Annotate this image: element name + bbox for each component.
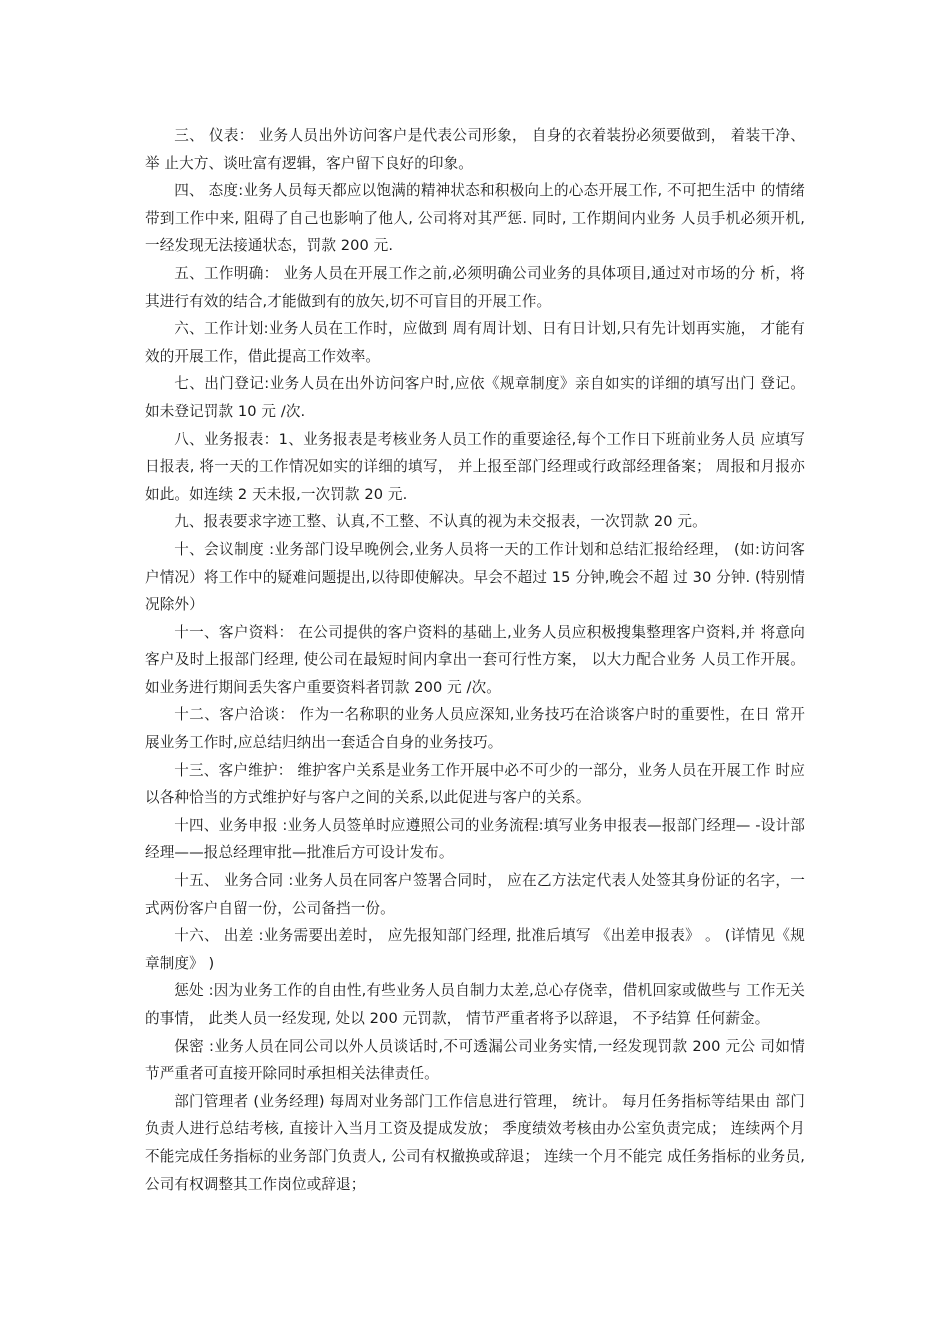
document-body <box>145 122 805 1198</box>
paragraph-customer-data: 十一、客户资料： 在公司提供的客户资料的基础上,业务人员应积极搜集整理客户资料,并 将意向客户及时上报部门经理, 使公司在最短时间内拿出一套可行性方案， 以大力配合业务 人员工作开展。如业务进行期间丢失客户重要资料者罚款 200 元 /次。 <box>145 623 805 696</box>
paragraph-business-application: 十四、业务申报 :业务人员签单时应遵照公司的业务流程:填写业务申报表—报部门经理— -设计部经理——报总经理审批—批准后方可设计发布。 <box>145 816 805 862</box>
paragraph-report-requirements: 九、报表要求字迹工整、认真,不工整、不认真的视为未交报表，一次罚款 20 元。 <box>174 513 707 531</box>
paragraph-appearance: 三、 仪表： 业务人员出外访问客户是代表公司形象， 自身的衣着装扮必须要做到， 着装干净、 举 止大方、谈吐富有逻辑，客户留下良好的印象。 <box>145 127 805 172</box>
paragraph-work-plan: 六、工作计划:业务人员在工作时，应做到 周有周计划、日有日计划,只有先计划再实施， 才能有效的开展工作，借此提高工作效率。 <box>145 320 805 365</box>
paragraph-business-contract: 十五、 业务合同 :业务人员在同客户签署合同时， 应在乙方法定代表人处签其身份证的名字，一式两份客户自留一份，公司备挡一份。 <box>145 872 805 917</box>
paragraph-customer-negotiation: 十二、客户洽谈： 作为一名称职的业务人员应深知,业务技巧在洽谈客户时的重要性，在日 常开展业务工作时,应总结归纳出一套适合自身的业务技巧。 <box>145 706 805 752</box>
paragraph-department-management: 部门管理者 (业务经理) 每周对业务部门工作信息进行管理， 统计。 每月任务指标等结果由 部门负责人进行总结考核, 直接计入当月工资及提成发放； 季度绩效考核由办公室负责完成； 连续两个月不能完成任务指标的业务部门负责人, 公司有权撤换或辞退； 连续一个月不能完 成任务指标的业务员,公司有权调整其工作岗位或辞退； <box>145 1092 805 1193</box>
paragraph-customer-maintenance: 十三、客户维护： 维护客户关系是业务工作开展中必不可少的一部分，业务人员在开展工作 时应以各种恰当的方式维护好与客户之间的关系,以此促进与客户的关系。 <box>145 761 805 807</box>
paragraph-work-clarity: 五、工作明确： 业务人员在开展工作之前,必须明确公司业务的具体项目,通过对市场的分 析，将其进行有效的结合,才能做到有的放矢,切不可盲目的开展工作。 <box>145 264 805 310</box>
paragraph-business-reports: 八、业务报表：1、业务报表是考核业务人员工作的重要途径,每个工作日下班前业务人员 应填写日报表, 将一天的工作情况如实的详细的填写， 并上报至部门经理或行政部经理备案； 周报和月报亦如此。如连续 2 天未报,一次罚款 20 元. <box>145 430 805 503</box>
paragraph-confidentiality: 保密 :业务人员在同公司以外人员谈话时,不可透漏公司业务实情,一经发现罚款 200 元公 司如情节严重者可直接开除同时承担相关法律责任。 <box>145 1037 805 1083</box>
paragraph-business-trip: 十六、 出差 :业务需要出差时， 应先报知部门经理, 批准后填写 《出差申报表》 。 (详情见《规 章制度》 ) <box>145 927 805 972</box>
paragraph-attitude: 四、 态度:业务人员每天都应以饱满的精神状态和积极向上的心态开展工作, 不可把生活中 的情绪带到工作中来, 阻碍了自己也影响了他人, 公司将对其严惩. 同时, 工作期间内业务 人员手机必须开机,一经发现无法接通状态，罚款 200 元. <box>145 182 805 255</box>
paragraph-punishment: 惩处 :因为业务工作的自由性,有些业务人员自制力太差,总心存侥幸，借机回家或做些与 工作无关的事情， 此类人员一经发现, 处以 200 元罚款， 情节严重者将予以辞退， 不予结算 任何薪金。 <box>145 982 805 1027</box>
paragraph-meeting-system: 十、会议制度 :业务部门设早晚例会,业务人员将一天的工作计划和总结汇报给经理， (如:访问客户情况）将工作中的疑难问题提出,以待即使解决。早会不超过 15 分钟,晚会不超 过 30 分钟. (特别情况除外） <box>145 540 805 614</box>
paragraph-outgoing-registration: 七、出门登记:业务人员在出外访问客户时,应依《规章制度》亲自如实的详细的填写出门 登记。如未登记罚款 10 元 /次. <box>145 375 805 420</box>
